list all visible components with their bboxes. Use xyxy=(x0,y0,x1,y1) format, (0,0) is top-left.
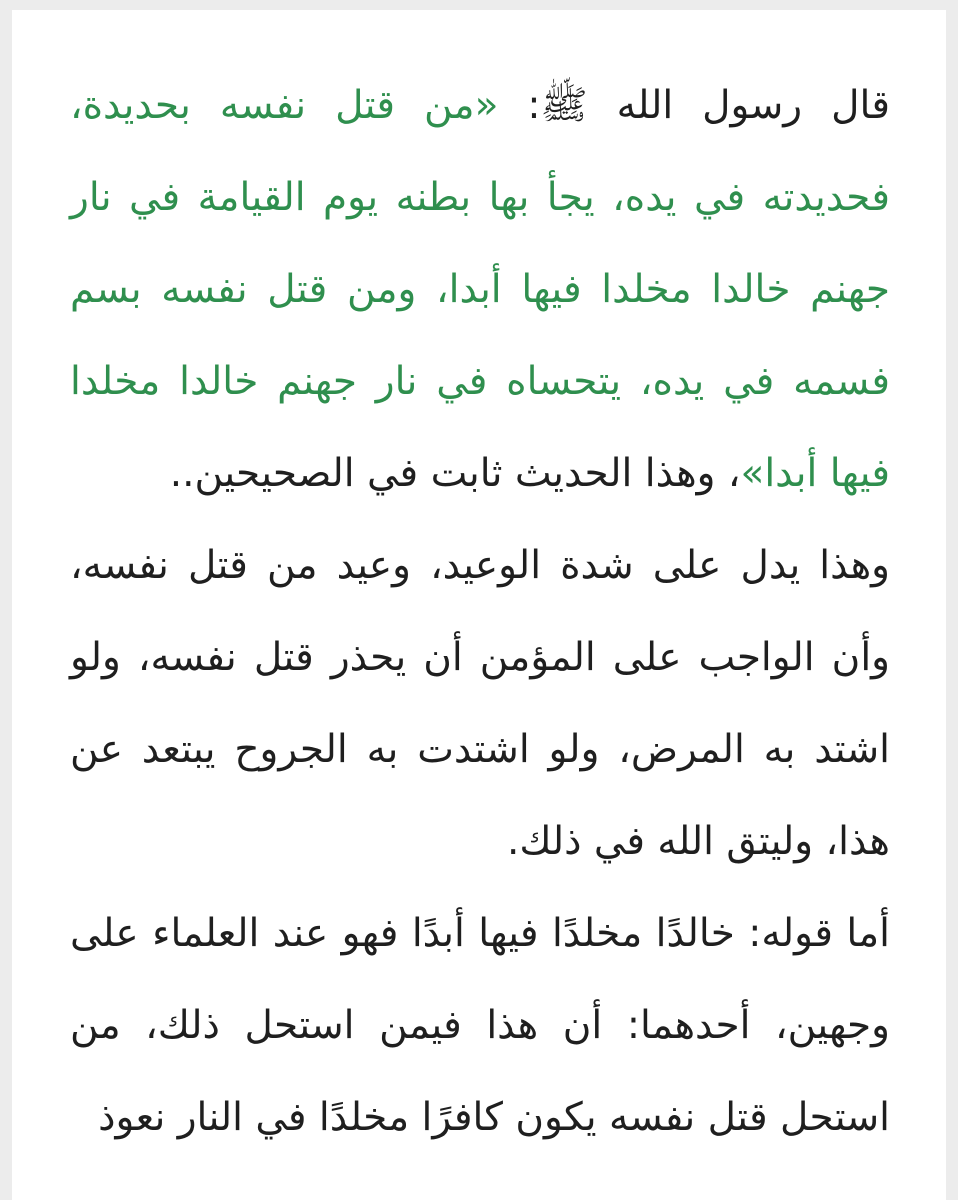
paragraph-explanation: وهذا يدل على شدة الوعيد، وعيد من قتل نفسه، وأن الواجب على المؤمن أن يحذر قتل نفسه، ولو اشتد به المرض، ولو اشتدت به الجروح يبتعد عن هذا، وليتق الله في ذلك. xyxy=(70,543,890,864)
paragraph-interpretation: أما قوله: خالدًا مخلدًا فيها أبدًا فهو عند العلماء على وجهين، أحدهما: أن هذا فيمن استحل ذلك، من استحل قتل نفسه يكون كافرًا مخلدًا في النار نعوذ xyxy=(70,911,890,1140)
article-body xyxy=(70,60,890,1164)
hadith-source-note: ، وهذا الحديث ثابت في الصحيحين.. xyxy=(169,451,741,496)
hadith-quote: «من قتل نفسه بحديدة، فحديدته في يده، يجأ بها بطنه يوم القيامة في نار جهنم خالدا مخلدا فيها أبدا، ومن قتل نفسه بسم فسمه في يده، يتحساه في نار جهنم خالدا مخلدا فيها أبدا» xyxy=(70,83,890,496)
paragraph-hadith xyxy=(70,60,890,520)
hadith-intro: قال رسول الله ﷺ: xyxy=(498,83,890,128)
